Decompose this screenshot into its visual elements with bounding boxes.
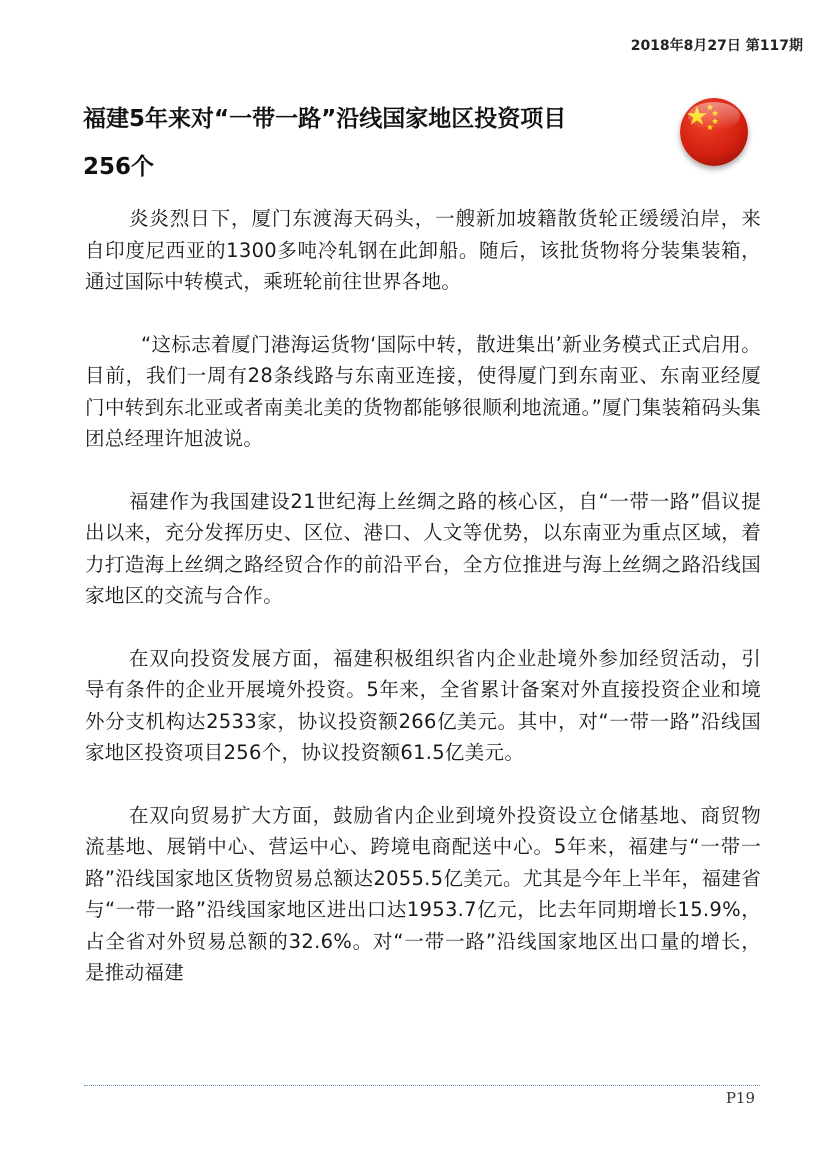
page-number: P19	[725, 1089, 755, 1107]
article-body	[85, 203, 761, 1020]
article-title: 福建5年来对“一带一路”沿线国家地区投资项目256个	[83, 106, 567, 180]
footer-divider	[84, 1085, 760, 1086]
paragraph-1: 炎炎烈日下，厦门东渡海天码头，一艘新加坡籍散货轮正缓缓泊岸，来自印度尼西亚的1300多吨冷轧钢在此卸船。随后，该批货物将分装集装箱，通过国际中转模式，乘班轮前往世界各地。	[85, 207, 761, 293]
paragraph-5: 在双向贸易扩大方面，鼓励省内企业到境外投资设立仓储基地、商贸物流基地、展销中心、营运中心、跨境电商配送中心。5年来，福建与“一带一路”沿线国家地区货物贸易总额达2055.5亿美元。尤其是今年上半年，福建省与“一带一路”沿线国家地区进出口达1953.7亿元，比去年同期增长15.9%，占全省对外贸易总额的32.6%。对“一带一路”沿线国家地区出口量的增长，是推动福建	[85, 803, 761, 984]
china-flag-icon	[680, 98, 748, 166]
paragraph-2: “这标志着厦门港海运货物‘国际中转，散进集出’新业务模式正式启用。目前，我们一周有28条线路与东南亚连接，使得厦门到东南亚、东南亚经厦门中转到东北亚或者南美北美的货物都能够很顺利地流通。”厦门集装箱码头集团总经理许旭波说。	[85, 332, 761, 450]
paragraph-3: 福建作为我国建设21世纪海上丝绸之路的核心区，自“一带一路”倡议提出以来，充分发挥历史、区位、港口、人文等优势，以东南亚为重点区域，着力打造海上丝绸之路经贸合作的前沿平台，全方位推进与海上丝绸之路沿线国家地区的交流与合作。	[85, 489, 761, 607]
paragraph-4: 在双向投资发展方面，福建积极组织省内企业赴境外参加经贸活动，引导有条件的企业开展境外投资。5年来，全省累计备案对外直接投资企业和境外分支机构达2533家，协议投资额266亿美元。其中，对“一带一路”沿线国家地区投资项目256个，协议投资额61.5亿美元。	[85, 646, 761, 764]
issue-date: 2018年8月27日 第117期	[630, 38, 803, 54]
